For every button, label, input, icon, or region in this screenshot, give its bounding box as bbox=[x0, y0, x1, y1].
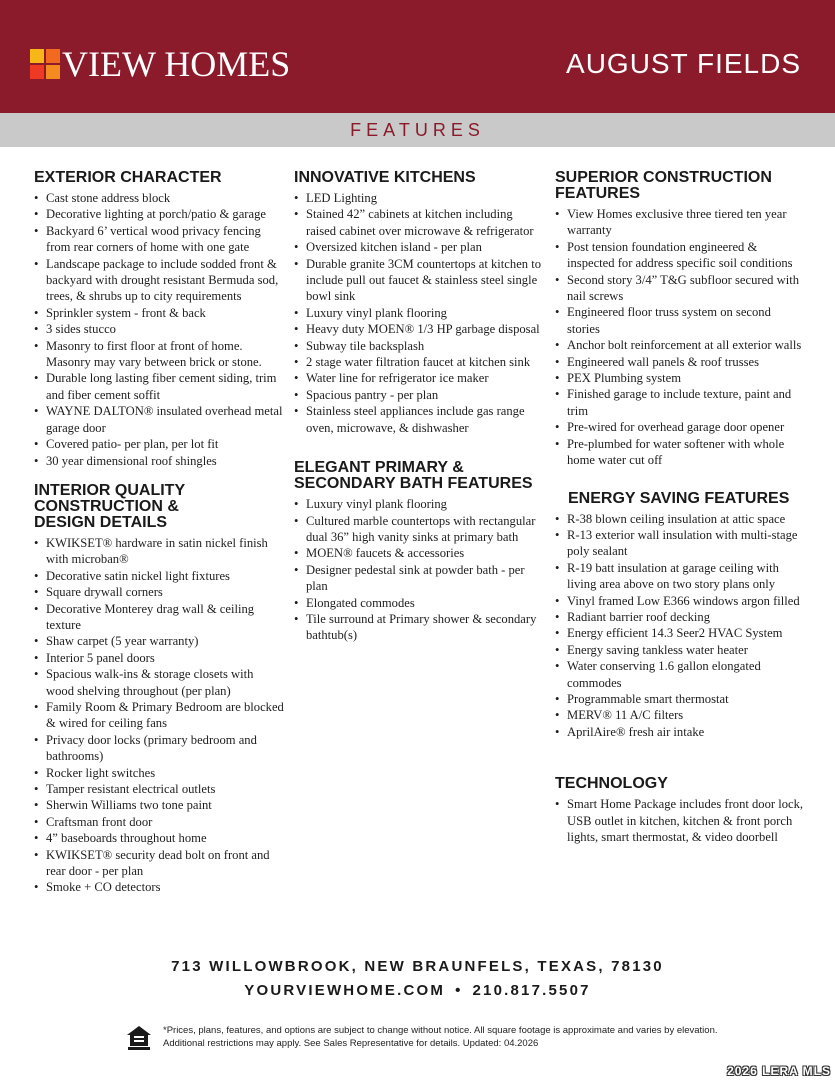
feature-item: • Engineered floor truss system on second stories bbox=[555, 304, 805, 337]
property-address: 713 WILLOWBROOK, NEW BRAUNFELS, TEXAS, 78130 bbox=[171, 958, 664, 975]
feature-item: • Sherwin Williams two tone paint bbox=[34, 797, 284, 813]
disclaimer-line-2: Additional restrictions may apply. See Sales Representative for details. Updated: 04.2026 bbox=[163, 1037, 539, 1049]
contact-line bbox=[0, 982, 835, 999]
feature-item: • Decorative lighting at porch/patio & garage bbox=[34, 206, 284, 222]
header-banner bbox=[0, 0, 835, 113]
feature-item: • Sprinkler system - front & back bbox=[34, 305, 284, 321]
feature-item: • Family Room & Primary Bedroom are blocked & wired for ceiling fans bbox=[34, 699, 284, 732]
feature-item: • Pre-wired for overhead garage door opener bbox=[555, 419, 805, 435]
feature-item: • Square drywall corners bbox=[34, 584, 284, 600]
feature-item: • Cast stone address block bbox=[34, 190, 284, 206]
mls-watermark: 2026 LERA MLS bbox=[727, 1064, 831, 1078]
feature-item: • KWIKSET® security dead bolt on front and rear door - per plan bbox=[34, 847, 284, 880]
feature-item: • Pre-plumbed for water softener with whole home water cut off bbox=[555, 436, 805, 469]
section-title: EXTERIOR CHARACTER bbox=[34, 169, 222, 186]
feature-item: • Durable granite 3CM countertops at kitchen to include pull out faucet & stainless steel single bowl sink bbox=[294, 256, 544, 305]
feature-item: • Programmable smart thermostat bbox=[555, 691, 805, 707]
feature-list bbox=[294, 190, 544, 436]
feature-item: • Rocker light switches bbox=[34, 765, 284, 781]
logo-text: VIEW HOMES bbox=[62, 44, 291, 84]
feature-item: • Luxury vinyl plank flooring bbox=[294, 305, 544, 321]
section-bath-features bbox=[294, 460, 544, 644]
logo-squares-icon bbox=[30, 49, 60, 79]
feature-item: • Elongated commodes bbox=[294, 595, 544, 611]
feature-item: • Oversized kitchen island - per plan bbox=[294, 239, 544, 255]
disclaimer bbox=[163, 1025, 763, 1050]
feature-item: • AprilAire® fresh air intake bbox=[555, 724, 805, 740]
feature-item: • Water line for refrigerator ice maker bbox=[294, 370, 544, 386]
feature-item: • R-13 exterior wall insulation with multi-stage poly sealant bbox=[555, 527, 805, 560]
phone-number[interactable]: 210.817.5507 bbox=[472, 982, 591, 999]
separator: • bbox=[455, 982, 463, 999]
feature-item: • Stained 42” cabinets at kitchen including raised cabinet over microwave & refrigerator bbox=[294, 206, 544, 239]
feature-item: • Craftsman front door bbox=[34, 814, 284, 830]
section-title: TECHNOLOGY bbox=[555, 775, 668, 793]
feature-item: • Tamper resistant electrical outlets bbox=[34, 781, 284, 797]
website-link[interactable]: YOURVIEWHOME.COM bbox=[244, 982, 446, 999]
feature-item: • Covered patio- per plan, per lot fit bbox=[34, 436, 284, 452]
feature-item: • PEX Plumbing system bbox=[555, 370, 805, 386]
section-energy-saving bbox=[542, 491, 805, 741]
community-name: AUGUST FIELDS bbox=[566, 48, 801, 79]
features-band bbox=[0, 113, 835, 147]
feature-item: • Engineered wall panels & roof trusses bbox=[555, 354, 805, 370]
feature-list bbox=[34, 535, 284, 896]
feature-item: • Backyard 6’ vertical wood privacy fencing from rear corners of home with one gate bbox=[34, 223, 284, 256]
feature-item: • Heavy duty MOEN® 1/3 HP garbage disposal bbox=[294, 321, 544, 337]
feature-item: • Designer pedestal sink at powder bath - per plan bbox=[294, 562, 544, 595]
feature-list bbox=[555, 206, 805, 469]
feature-list bbox=[34, 190, 284, 469]
feature-item: • Finished garage to include texture, paint and trim bbox=[555, 386, 805, 419]
feature-item: • Water conserving 1.6 gallon elongated commodes bbox=[555, 658, 805, 691]
feature-item: • Decorative Monterey drag wall & ceiling texture bbox=[34, 601, 284, 634]
column-left bbox=[34, 170, 284, 896]
feature-item: • Cultured marble countertops with rectangular dual 36” high vanity sinks at primary bath bbox=[294, 513, 544, 546]
feature-item: • Shaw carpet (5 year warranty) bbox=[34, 633, 284, 649]
feature-item: • Post tension foundation engineered & inspected for address specific soil conditions bbox=[555, 239, 805, 272]
feature-item: • 4” baseboards throughout home bbox=[34, 830, 284, 846]
feature-item: • 3 sides stucco bbox=[34, 321, 284, 337]
feature-item: • Spacious walk-ins & storage closets with wood shelving throughout (per plan) bbox=[34, 666, 284, 699]
section-title: ELEGANT PRIMARY & SECONDARY BATH FEATURES bbox=[294, 459, 533, 493]
view-homes-logo bbox=[30, 44, 291, 84]
section-title: INNOVATIVE KITCHENS bbox=[294, 169, 476, 186]
feature-item: • Decorative satin nickel light fixtures bbox=[34, 568, 284, 584]
disclaimer-line-1: *Prices, plans, features, and options are subject to change without notice. All square footage is approximate and varies by elevation. bbox=[163, 1025, 718, 1036]
feature-item: • Subway tile backsplash bbox=[294, 338, 544, 354]
feature-item: • Energy saving tankless water heater bbox=[555, 642, 805, 658]
feature-item: • Smoke + CO detectors bbox=[34, 879, 284, 895]
feature-list bbox=[555, 796, 805, 845]
section-innovative-kitchens bbox=[294, 170, 544, 436]
feature-item: • MOEN® faucets & accessories bbox=[294, 545, 544, 561]
feature-item: • R-38 blown ceiling insulation at attic space bbox=[555, 511, 805, 527]
section-superior-construction bbox=[555, 170, 805, 469]
column-middle bbox=[294, 170, 544, 644]
feature-item: • Stainless steel appliances include gas range oven, microwave, & dishwasher bbox=[294, 403, 544, 436]
feature-item: • Landscape package to include sodded front & backyard with drought resistant Bermuda sod, trees, & shrubs up to city requirements bbox=[34, 256, 284, 305]
feature-item: • Interior 5 panel doors bbox=[34, 650, 284, 666]
feature-item: • KWIKSET® hardware in satin nickel finish with microban® bbox=[34, 535, 284, 568]
feature-item: • 30 year dimensional roof shingles bbox=[34, 453, 284, 469]
section-exterior-character bbox=[34, 170, 284, 469]
feature-list bbox=[294, 496, 544, 644]
feature-list bbox=[555, 511, 805, 741]
feature-item: • Vinyl framed Low E366 windows argon filled bbox=[555, 593, 805, 609]
section-technology bbox=[555, 776, 805, 845]
feature-item: • View Homes exclusive three tiered ten year warranty bbox=[555, 206, 805, 239]
feature-item: • Luxury vinyl plank flooring bbox=[294, 496, 544, 512]
section-interior-quality bbox=[34, 483, 284, 896]
feature-item: • Privacy door locks (primary bedroom and bathrooms) bbox=[34, 732, 284, 765]
feature-item: • Tile surround at Primary shower & secondary bathtub(s) bbox=[294, 611, 544, 644]
features-title: FEATURES bbox=[350, 120, 485, 140]
feature-item: • LED Lighting bbox=[294, 190, 544, 206]
feature-item: • Anchor bolt reinforcement at all exterior walls bbox=[555, 337, 805, 353]
section-title: ENERGY SAVING FEATURES bbox=[568, 489, 790, 507]
feature-item: • WAYNE DALTON® insulated overhead metal garage door bbox=[34, 403, 284, 436]
feature-item: • Masonry to first floor at front of home. Masonry may vary between brick or stone. bbox=[34, 338, 284, 371]
feature-item: • Durable long lasting fiber cement siding, trim and fiber cement soffit bbox=[34, 370, 284, 403]
feature-item: • Radiant barrier roof decking bbox=[555, 609, 805, 625]
equal-housing-opportunity-icon bbox=[126, 1025, 152, 1051]
feature-item: • Spacious pantry - per plan bbox=[294, 387, 544, 403]
section-title: INTERIOR QUALITY CONSTRUCTION & DESIGN DETAILS bbox=[34, 481, 185, 531]
column-right bbox=[555, 170, 805, 845]
feature-item: • Smart Home Package includes front door lock, USB outlet in kitchen, kitchen & front porch lights, smart thermostat, & video doorbell bbox=[555, 796, 805, 845]
feature-item: • Energy efficient 14.3 Seer2 HVAC System bbox=[555, 625, 805, 641]
feature-item: • R-19 batt insulation at garage ceiling with living area above on two story plans only bbox=[555, 560, 805, 593]
section-title: SUPERIOR CONSTRUCTION FEATURES bbox=[555, 169, 772, 202]
feature-item: • 2 stage water filtration faucet at kitchen sink bbox=[294, 354, 544, 370]
feature-item: • MERV® 11 A/C filters bbox=[555, 707, 805, 723]
feature-item: • Second story 3/4” T&G subfloor secured with nail screws bbox=[555, 272, 805, 305]
